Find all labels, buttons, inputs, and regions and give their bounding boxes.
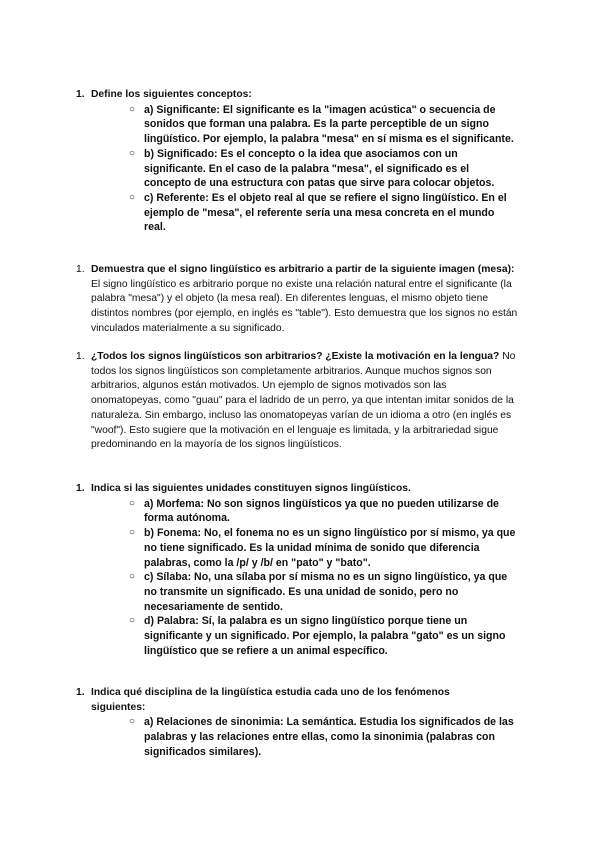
question-5 bbox=[76, 686, 516, 760]
question-number: 1. bbox=[76, 89, 85, 100]
question-answer: No todos los signos lingüísticos son completamente arbitrarios. Aunque muchos signos son arbitrarios, algunos están motivados. Un ejemplo de signos motivados son las onomatopeyas, como "guau" para el ladrido de un perro, ya que intentan imitar sonidos de la naturaleza. Sin embargo, incluso las onomatopeyas varían de un idioma a otro (en inglés es "woof"). Esto sugiere que la motivación en el lenguaje es limitada, y la arbitrariedad sigue predominando en la mayoría de los signos lingüísticos. bbox=[91, 351, 516, 451]
item-text: b) Significado: Es el concepto o la idea que asociamos con un significante. En el caso de la palabra "mesa", el significado es el concepto de una estructura con patas que sirve para colocar objetos. bbox=[144, 147, 495, 190]
bullet-icon: ○ bbox=[129, 716, 136, 728]
item-text: c) Referente: Es el objeto real al que se refiere el signo lingüístico. En el ejemplo de "mesa", el referente sería una mesa concreta en el mundo real. bbox=[144, 191, 507, 234]
item-text: d) Palabra: Sí, la palabra es un signo lingüístico porque tiene un significante y un significado. Por ejemplo, la palabra "gato" es un signo lingüístico que se refiere a un animal específico. bbox=[144, 615, 506, 657]
sub-list bbox=[91, 715, 516, 759]
bullet-icon: ○ bbox=[129, 527, 136, 539]
item-text: a) Morfema: No son signos lingüísticos ya que no pueden utilizarse de forma autónoma. bbox=[144, 497, 499, 525]
list-item bbox=[0, 715, 516, 759]
question-1 bbox=[76, 88, 516, 235]
bullet-icon: ○ bbox=[129, 497, 136, 509]
list-item bbox=[0, 191, 516, 235]
list-item bbox=[0, 497, 516, 526]
question-2 bbox=[76, 263, 523, 337]
question-4 bbox=[76, 482, 516, 658]
question-text bbox=[91, 263, 523, 337]
question-3 bbox=[76, 350, 516, 453]
question-number: 1. bbox=[76, 351, 85, 362]
question-title: Indica qué disciplina de la lingüística estudia cada uno de los fenómenos siguientes: bbox=[91, 687, 450, 713]
item-text: c) Sílaba: No, una sílaba por sí misma no es un signo lingüístico, ya que no transmite un significado. Es una unidad de sonido, pero no necesariamente de sentido. bbox=[144, 571, 508, 613]
list-item bbox=[0, 614, 516, 658]
question-number: 1. bbox=[76, 264, 85, 275]
question-title: Indica si las siguientes unidades constituyen signos lingüísticos. bbox=[91, 483, 411, 494]
bullet-icon: ○ bbox=[129, 147, 136, 159]
sub-list bbox=[0, 103, 600, 235]
list-item bbox=[0, 570, 516, 614]
item-text: b) Fonema: No, el fonema no es un signo lingüístico por sí mismo, ya que no tiene significado. Es la unidad mínima de sonido que diferencia palabras, como la /p/ y /b/ en "pato" y "bato". bbox=[144, 527, 516, 569]
bullet-icon: ○ bbox=[129, 615, 136, 627]
bullet-icon: ○ bbox=[129, 571, 136, 583]
question-number: 1. bbox=[76, 687, 85, 698]
question-title: Demuestra que el signo lingüístico es arbitrario a partir de la siguiente imagen (mesa): bbox=[91, 264, 515, 275]
question-answer: El signo lingüístico es arbitrario porque no existe una relación natural entre el significante (la palabra "mesa") y el objeto (la mesa real). En diferentes lenguas, el mismo objeto tiene distintos nombres (por ejemplo, en inglés es "table"). Esto demuestra que los signos no están vinculados materialmente a su significado. bbox=[91, 278, 518, 334]
item-text: a) Significante: El significante es la "imagen acústica" o secuencia de sonidos que forman una palabra. Es la parte perceptible de un signo lingüístico. Por ejemplo, la palabra "mesa" en sí misma es el significante. bbox=[144, 103, 514, 146]
question-text bbox=[91, 350, 516, 453]
bullet-icon: ○ bbox=[129, 103, 136, 115]
bullet-icon: ○ bbox=[129, 191, 136, 203]
question-number: 1. bbox=[76, 483, 85, 494]
list-item bbox=[0, 147, 516, 191]
list-item bbox=[0, 526, 516, 570]
question-title: Define los siguientes conceptos: bbox=[91, 89, 252, 100]
list-item bbox=[0, 103, 516, 147]
sub-list bbox=[91, 497, 516, 659]
question-title: ¿Todos los signos lingüísticos son arbitrarios? ¿Existe la motivación en la lengua? bbox=[91, 351, 500, 362]
item-text: a) Relaciones de sinonimia: La semántica. Estudia los significados de las palabras y las relaciones entre ellas, como la sinonimia (palabras con significados similares). bbox=[144, 716, 514, 758]
